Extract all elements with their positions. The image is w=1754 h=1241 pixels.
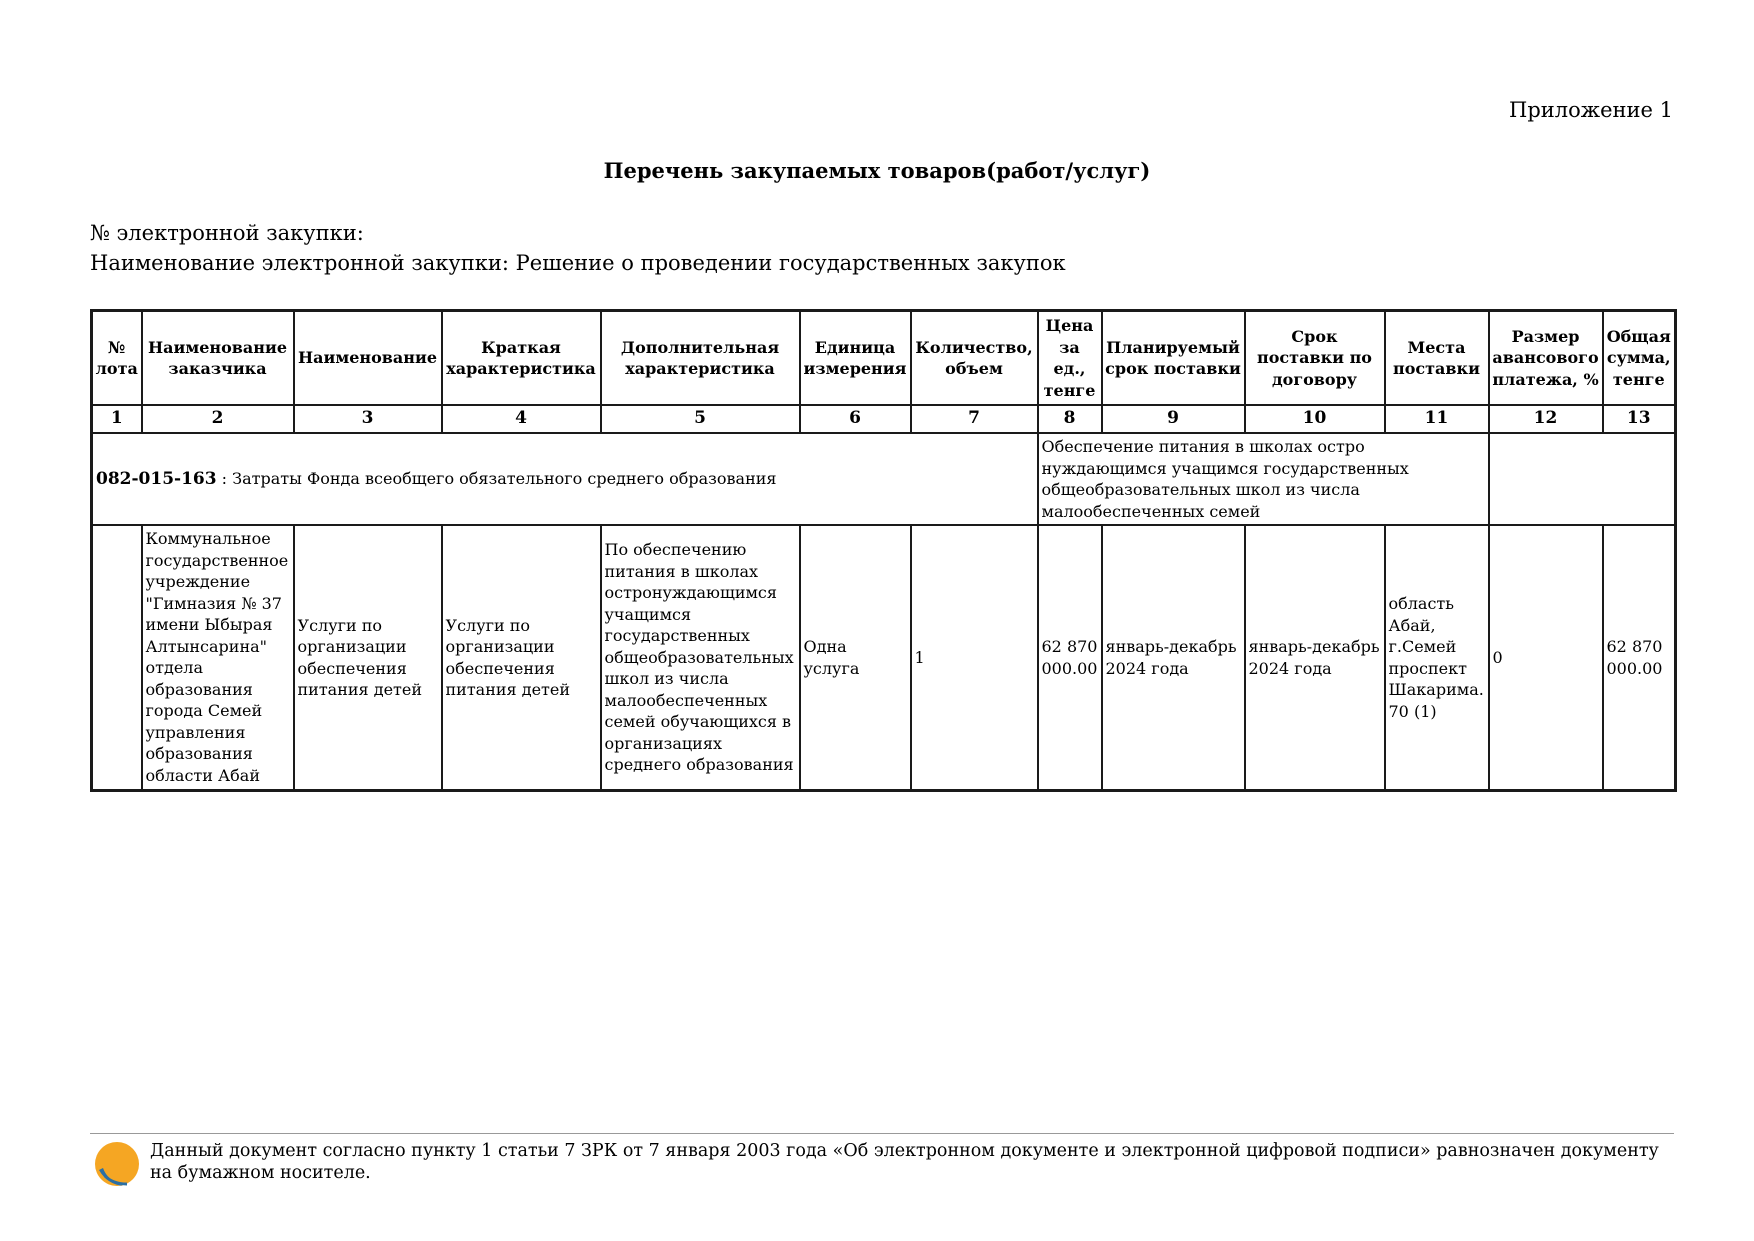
footer-divider xyxy=(90,1133,1674,1134)
column-number: 13 xyxy=(1603,405,1676,433)
budget-program-cell xyxy=(92,433,1038,525)
unit-cell: Одна услуга xyxy=(800,525,911,791)
table-row xyxy=(92,525,1676,791)
column-number: 8 xyxy=(1038,405,1102,433)
header-cell: Срок поставки по договору xyxy=(1245,311,1385,406)
header-cell: Единица измерения xyxy=(800,311,911,406)
total-amount-cell: 62 870 000.00 xyxy=(1603,525,1676,791)
header-cell: Места поставки xyxy=(1385,311,1489,406)
empty-cell xyxy=(1489,433,1676,525)
column-number-row xyxy=(92,405,1676,433)
quantity-cell: 1 xyxy=(911,525,1038,791)
column-number: 1 xyxy=(92,405,142,433)
budget-specifics-description: Обеспечение питания в школах остро нуждающимся учащимся государственных общеобразовательных школ из числа малообеспеченных семей xyxy=(1038,433,1489,525)
header-cell: Цена за ед., тенге xyxy=(1038,311,1102,406)
budget-program-name: : Затраты Фонда всеобщего обязательного среднего образования xyxy=(216,468,777,488)
budget-group-row xyxy=(92,433,1676,525)
short-description-cell: Услуги по организации обеспечения питания детей xyxy=(442,525,601,791)
column-number: 12 xyxy=(1489,405,1603,433)
header-cell: Общая сумма, тенге xyxy=(1603,311,1676,406)
lot-number-cell xyxy=(92,525,142,791)
column-number: 3 xyxy=(294,405,442,433)
document-title: Перечень закупаемых товаров(работ/услуг) xyxy=(603,158,1151,183)
header-cell: Дополнительная характеристика xyxy=(601,311,800,406)
procurement-table xyxy=(90,309,1677,792)
procurement-number-label: № электронной закупки: xyxy=(90,221,364,245)
column-number: 9 xyxy=(1102,405,1245,433)
header-cell: Планируемый срок поставки xyxy=(1102,311,1245,406)
budget-program-code: 082-015-163 xyxy=(96,468,217,489)
delivery-place-cell: область Абай, г.Семей проспект Шакарима. 70 (1) xyxy=(1385,525,1489,791)
column-number: 2 xyxy=(142,405,294,433)
item-name-cell: Услуги по организации обеспечения питания детей xyxy=(294,525,442,791)
customer-cell: Коммунальное государственное учреждение "Гимназия № 37 имени Ыбырая Алтынсарина" отдела образования города Семей управления образования области Абай xyxy=(142,525,294,791)
column-number: 7 xyxy=(911,405,1038,433)
additional-description-cell: По обеспечению питания в школах остронуждающимся учащимся государственных общеобразовательных школ из числа малообеспеченных семей обучающихся в организациях среднего образования xyxy=(601,525,800,791)
header-cell: Наименование заказчика xyxy=(142,311,294,406)
column-number: 11 xyxy=(1385,405,1489,433)
appendix-label: Приложение 1 xyxy=(1509,98,1673,122)
price-cell: 62 870 000.00 xyxy=(1038,525,1102,791)
column-number: 6 xyxy=(800,405,911,433)
header-cell: № лота xyxy=(92,311,142,406)
planned-term-cell: январь-декабрь 2024 года xyxy=(1102,525,1245,791)
header-cell: Наименование xyxy=(294,311,442,406)
egov-logo-icon xyxy=(93,1140,141,1188)
footer-legal-note: Данный документ согласно пункту 1 статьи 7 ЗРК от 7 января 2003 года «Об электронном документе и электронной цифровой подписи» равнозначен документу на бумажном носителе. xyxy=(150,1141,1659,1183)
contract-term-cell: январь-декабрь 2024 года xyxy=(1245,525,1385,791)
procurement-name: Наименование электронной закупки: Решение о проведении государственных закупок xyxy=(90,251,1066,275)
header-cell: Краткая характеристика xyxy=(442,311,601,406)
header-cell: Размер авансового платежа, % xyxy=(1489,311,1603,406)
column-number: 10 xyxy=(1245,405,1385,433)
header-row xyxy=(92,311,1676,406)
advance-payment-cell: 0 xyxy=(1489,525,1603,791)
column-number: 5 xyxy=(601,405,800,433)
column-number: 4 xyxy=(442,405,601,433)
header-cell: Количество, объем xyxy=(911,311,1038,406)
